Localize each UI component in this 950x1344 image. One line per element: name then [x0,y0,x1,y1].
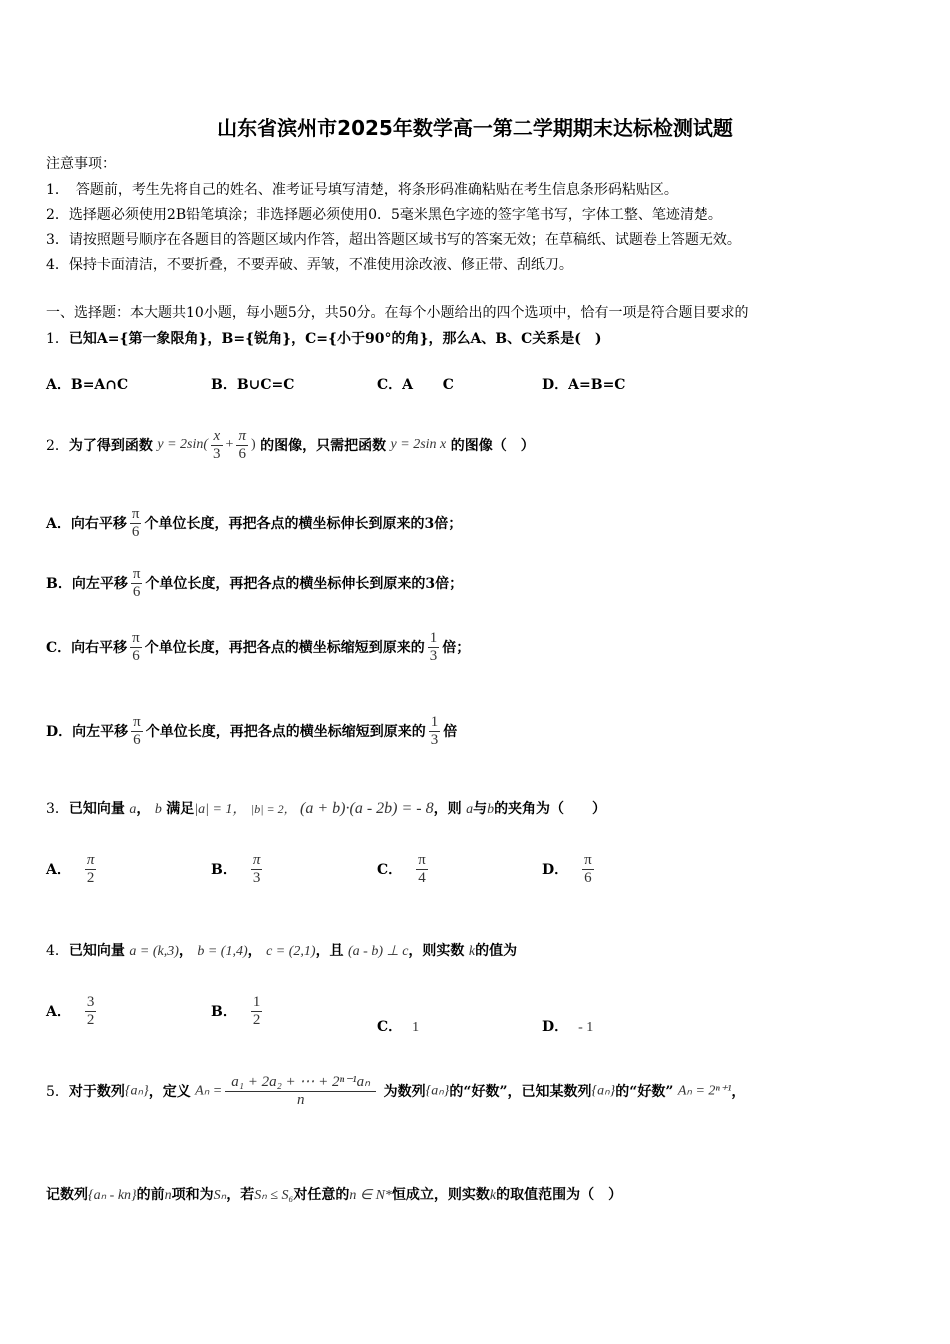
denominator: 2 [86,1011,95,1028]
numerator: 1 [429,630,438,646]
note-item: 4．保持卡面清洁，不要折叠，不要弄破、弄皱，不准使用涂改液、修正带、刮纸刀。 [46,257,573,273]
formula-abs-b: |b| = 2， [250,802,296,816]
option-b [46,566,463,600]
option-c [377,1016,419,1036]
option-c [46,630,470,664]
question-text: 项和为 [171,1187,214,1203]
vector-a: a [129,802,137,817]
question-number: 4． [46,943,69,959]
option-label: D． [542,1019,569,1035]
denominator: 4 [418,869,426,886]
option-value: 1 [412,1020,420,1035]
question-text: 恒成立，则实数 [391,1187,490,1203]
note-item: 3．请按照题号顺序在各题目的答题区域内作答，超出答题区域书写的答案无效；在草稿纸、试题卷上答题无效。 [46,232,741,248]
fraction-pi-over-6 [130,630,142,664]
denominator: 6 [132,583,141,600]
option-label: B． [211,862,237,878]
denominator: 3 [429,647,438,664]
option-a: A．B=A∩C [46,377,129,393]
fraction-pi-over-6 [236,428,248,462]
denominator: 2 [252,1011,261,1028]
notes-heading: 注意事项： [46,156,116,172]
numerator: 1 [430,714,439,730]
formula-perpendicular: (a - b) ⊥ c [348,944,409,959]
question-text: 已知向量 [68,801,125,817]
formula-abs-a: |a| = 1， [194,802,247,817]
option-c-right: C [442,377,454,393]
question-text: ，若 [226,1187,255,1203]
option-c-left: C．A [377,377,414,393]
question-text: ，且 [315,943,344,959]
denominator: 2 [86,869,95,886]
question-number: 1． [46,331,69,347]
numerator: x [211,428,223,446]
question-text: 的“好数”，已知某数列 [449,1084,592,1100]
option-b [211,994,265,1028]
question-text: 已知向量 [68,943,125,959]
fraction-pi-over-6 [130,506,142,540]
fraction [582,852,594,886]
option-label: C． [377,862,403,878]
question-4: 4．已知向量 a = (k,3)， b = (1,4)， c = (2,1)，且 (a - b) ⊥ c，则实数 k的值为 [46,943,518,959]
numerator: π [133,714,141,730]
option-c [377,374,454,394]
option-label: C． [377,1019,403,1035]
numerator: 3 [86,994,95,1010]
denominator: 3 [430,731,439,748]
formula-y-left: y = 2sin( [157,437,209,452]
fraction [85,852,97,886]
question-text: 满足 [166,801,195,817]
formula-vector-b: b = (1,4) [197,944,248,959]
punctuation: ， [136,801,151,817]
question-2: 2．为了得到函数 y = 2sin( $\frac{x}{3}$ + $\frac{\pi}{6}$ ) 的图像，只需把函数 y = 2sin x 的图像（ ） [46,428,535,462]
question-3 [46,798,606,818]
numerator: π [238,428,246,444]
formula-vector-a: a = (k,3) [129,944,179,959]
formula-y-2sinx: y = 2sin x [390,437,447,452]
option-value: - 1 [578,1020,594,1035]
question-text: 的前 [136,1187,165,1203]
option-b: B．B∪C=C [211,377,295,393]
page-title: 山东省滨州市2025年数学高一第二学期期末达标检测试题 [217,116,733,140]
question-1 [46,328,602,348]
denominator: 3 [252,869,261,886]
formula-close-paren: ) [250,437,256,452]
numerator: π [584,852,592,868]
section-heading: 一、选择题：本大题共10小题，每小题5分，共50分。在每个小题给出的四个选项中，恰有一项是符合题目要求的 [46,305,749,321]
formula-An: Aₙ = [195,1083,223,1099]
option-text: 个单位长度，再把各点的横坐标伸长到原来的3倍； [144,516,463,532]
denominator: n [296,1091,305,1108]
denominator: 6 [584,869,592,886]
numerator: π [418,852,426,868]
fraction [251,852,263,886]
option-label: B．向左平移 [46,576,128,592]
question-text: 已知A={第一象限角}，B={锐角}，C={小于90°的角}，那么A、B、C关系是( ) [68,331,602,347]
formula-An-value: Aₙ = 2ⁿ⁺¹ [677,1083,732,1099]
fraction [85,994,97,1028]
numerator: π [131,506,140,522]
variable-n: n [164,1188,172,1203]
question-text: ，则实数 [408,943,465,959]
question-number: 3． [46,801,69,817]
note-item: 1． 答题前，考生先将自己的姓名、准考证号填写清楚，将条形码准确粘贴在考生信息条形码粘贴区。 [46,182,678,198]
question-text: 对于数列 [68,1084,125,1100]
question-text: 的取值范围为（ ） [496,1187,623,1203]
denominator: 3 [213,445,221,462]
option-d: D．A=B=C [542,377,626,393]
option-text: 个单位长度，再把各点的横坐标缩短到原来的 [144,640,425,656]
variable-k: k [468,944,476,959]
option-label: C．向右平移 [46,640,128,656]
formula-inequality: Sₙ ≤ S₆ [254,1188,294,1203]
fraction [251,994,263,1028]
question-text: 为数列 [383,1084,426,1100]
option-d [46,714,457,748]
option-c [377,852,431,886]
question-text: ，则 [433,801,462,817]
option-label: A． [46,1004,71,1020]
punctuation: ， [731,1084,746,1100]
fraction-one-third [429,714,441,748]
question-number: 5． [46,1084,69,1100]
vector-b: b [154,802,162,817]
formula-vector-c: c = (2,1) [266,944,316,959]
fraction-pi-over-6 [131,566,143,600]
fraction [416,852,428,886]
option-text: 个单位长度，再把各点的横坐标缩短到原来的 [145,724,426,740]
numerator: π [252,852,261,868]
note-item: 2．选择题必须使用2B铅笔填涂；非选择题必须使用0．5毫米黑色字迹的签字笔书写，字体工整、笔迹清楚。 [46,207,722,223]
question-text: 的图像（ ） [450,438,535,454]
formula-sequence-an: {aₙ} [591,1083,616,1099]
numerator: 1 [252,994,261,1010]
option-label: A．向右平移 [46,516,127,532]
option-d [542,1016,593,1036]
option-label: D． [542,862,569,878]
question-text: 的图像，只需把函数 [260,438,387,454]
formula-dot-product: (a + b)·(a - 2b) = - 8 [300,800,434,817]
option-d [542,852,597,886]
formula-sequence-an: {aₙ} [124,1083,149,1099]
numerator: π [132,630,140,646]
option-a [46,994,99,1028]
denominator: 6 [238,445,246,462]
option-text: 倍 [443,724,458,740]
question-text: 的“好数” [615,1084,674,1100]
numerator: π [86,852,95,868]
fraction-x-over-3 [211,428,223,462]
fraction-pi-over-6 [131,714,143,748]
denominator: 6 [132,647,140,664]
question-text: 对任意的 [293,1187,350,1203]
option-label: D．向左平移 [46,724,129,740]
numerator: π [132,566,141,582]
option-a [46,852,99,886]
denominator: 6 [131,523,140,540]
option-label: A． [46,862,71,878]
question-text: 的夹角为（ ） [494,801,607,817]
option-b [211,852,265,886]
question-5-line-2 [46,1184,622,1204]
question-text: 的值为 [475,943,518,959]
fraction-good-number [225,1074,376,1108]
formula-sequence: {aₙ - kn} [88,1188,137,1203]
denominator: 6 [133,731,141,748]
question-5 [46,1074,745,1108]
question-number: 2． [46,438,69,454]
question-text: ，定义 [148,1084,191,1100]
option-a [46,506,462,540]
formula-sequence-an: {aₙ} [425,1083,450,1099]
option-text: 个单位长度，再把各点的横坐标伸长到原来的3倍； [145,576,464,592]
vector-b: b [487,802,495,817]
fraction-one-third [428,630,440,664]
variable-k: k [489,1188,497,1203]
numerator: a₁ + 2a₂ + ⋯ + 2ⁿ⁻¹aₙ [225,1074,376,1092]
question-text: 记数列 [46,1187,88,1203]
vector-a: a [466,802,474,817]
question-text: 与 [473,801,488,817]
option-label: B． [211,1004,237,1020]
formula-n-in-N: n ∈ N* [349,1188,392,1203]
option-text: 倍； [442,640,471,656]
formula-Sn: Sₙ [213,1188,227,1203]
question-text: 为了得到函数 [68,438,153,454]
